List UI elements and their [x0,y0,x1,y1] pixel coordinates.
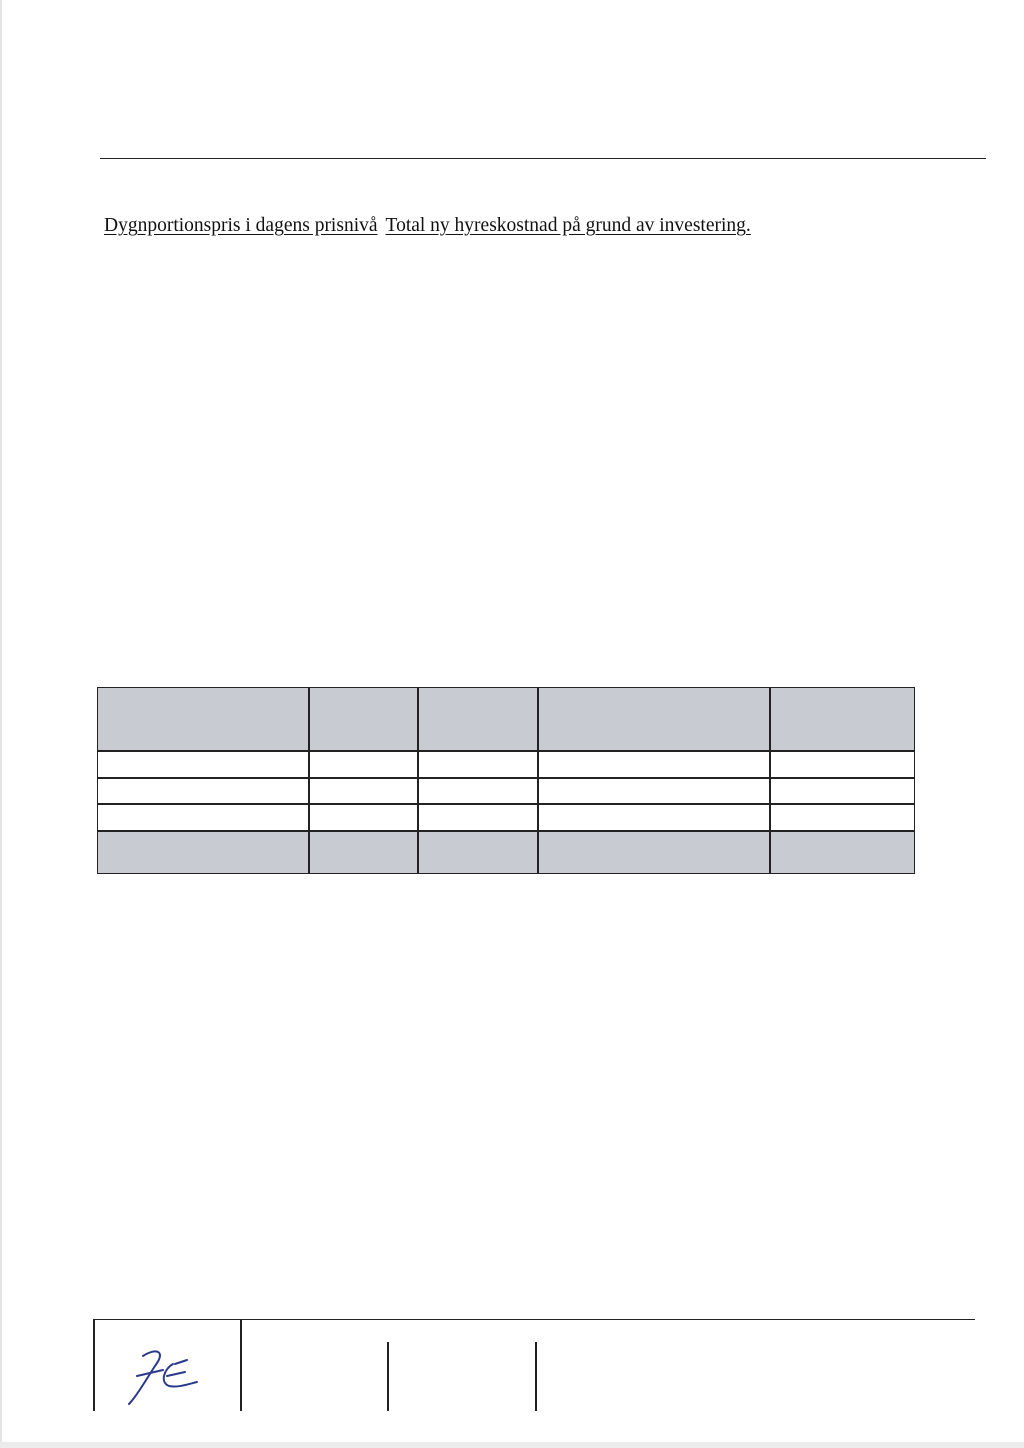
page-bottom-edge [0,1442,1024,1448]
table-total-row [98,831,914,873]
footer-box-divider [387,1342,389,1411]
table-column-divider [769,688,771,873]
table-row-divider [98,830,914,832]
table-column-divider [308,688,310,873]
page-edge [0,0,2,1448]
footer-box-divider [240,1319,242,1411]
footer-box-divider [535,1342,537,1411]
table-row-divider [98,750,914,752]
table-row-divider [98,803,914,805]
table-column-divider [537,688,539,873]
footer-divider [93,1319,975,1320]
section-heading [104,215,751,237]
table-row-divider [98,777,914,779]
table-header-row [98,688,914,750]
header-divider [100,158,986,159]
table-column-divider [417,688,419,873]
signature-initials [115,1338,205,1410]
heading-total-rent: Total ny hyreskostnad på grund av investering. [385,215,751,236]
footer-box-edge [93,1319,95,1411]
cost-table [97,687,915,874]
heading-portion-price: Dygnportionspris i dagens prisnivå [104,215,378,236]
